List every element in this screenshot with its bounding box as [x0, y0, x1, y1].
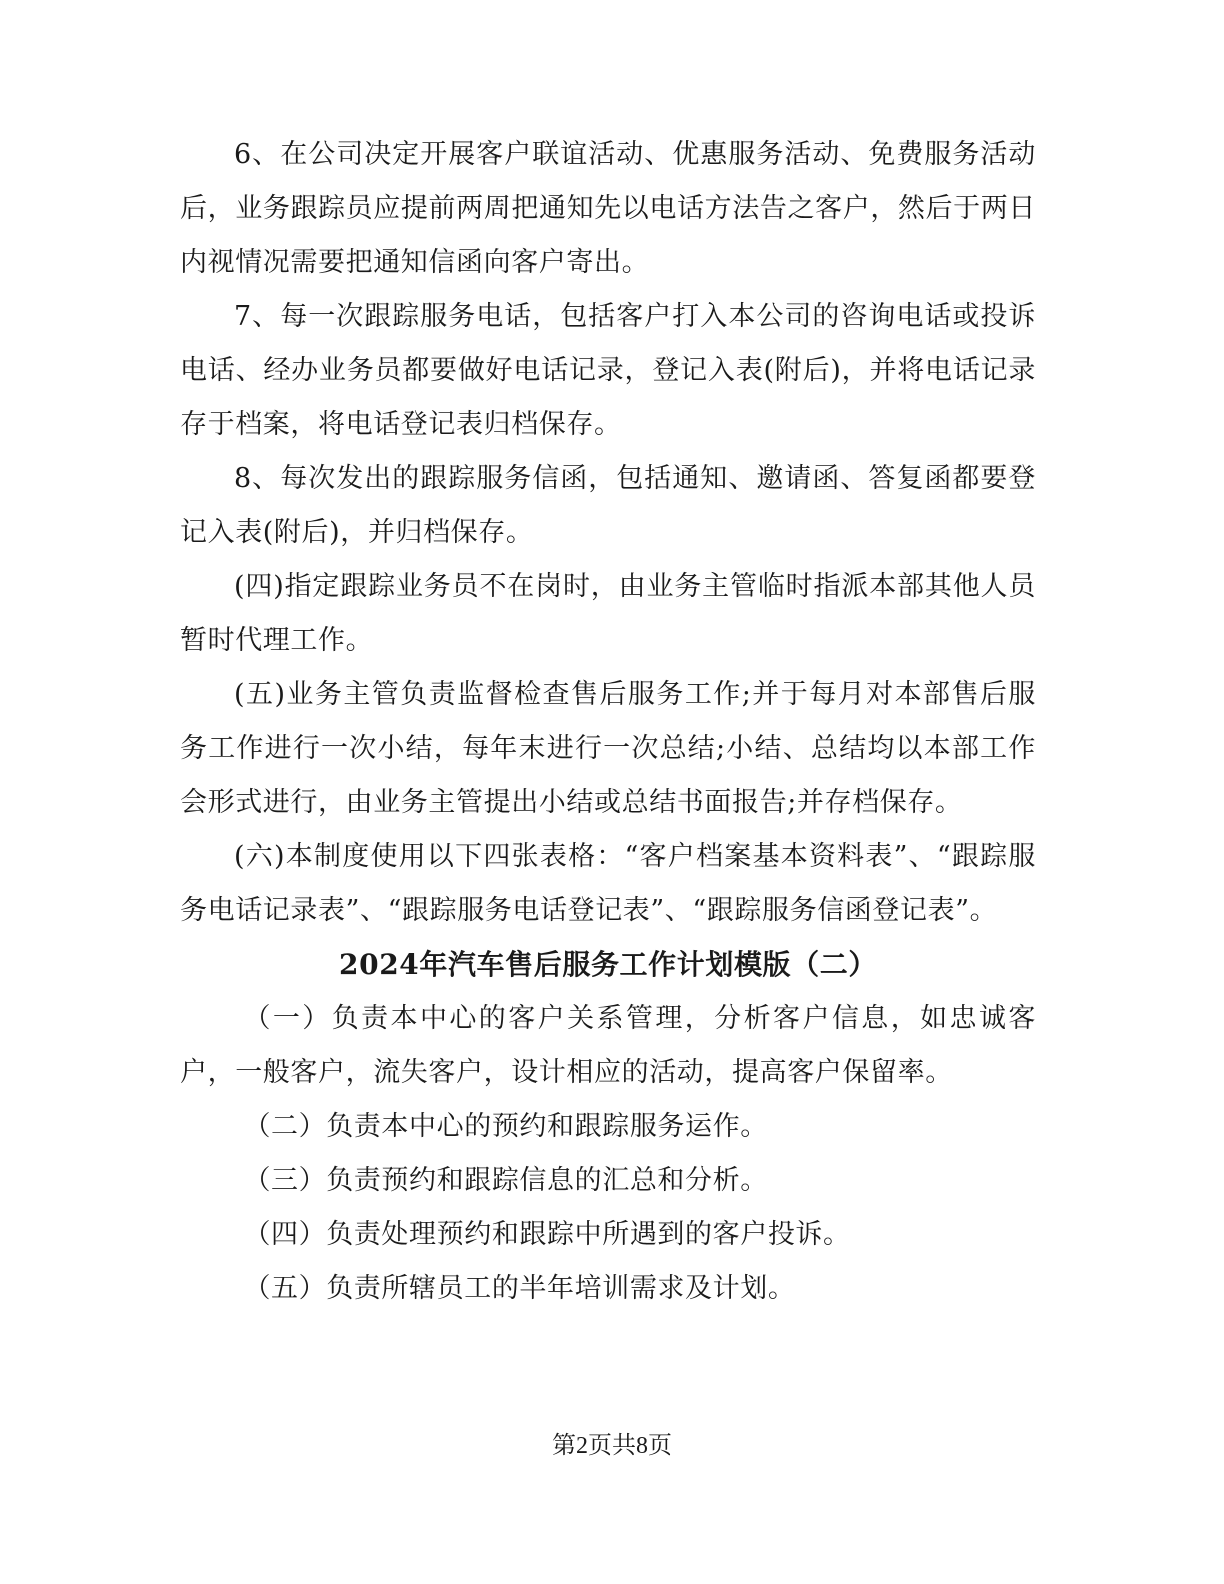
- duty-item-3: （三）负责预约和跟踪信息的汇总和分析。: [243, 1165, 768, 1196]
- document-body: [180, 128, 1036, 1316]
- paragraph-item-8: 8、每次发出的跟踪服务信函，包括通知、邀请函、答复函都要登记入表(附后)，并归档保存。: [180, 463, 1036, 548]
- paragraph-section-5: (五)业务主管负责监督检查售后服务工作;并于每月对本部售后服务工作进行一次小结，每年末进行一次总结;小结、总结均以本部工作会形式进行，由业务主管提出小结或总结书面报告;并存档保存。: [180, 679, 1036, 818]
- paragraph-section-4: (四)指定跟踪业务员不在岗时，由业务主管临时指派本部其他人员暂时代理工作。: [180, 571, 1036, 656]
- duty-item-4: （四）负责处理预约和跟踪中所遇到的客户投诉。: [243, 1219, 851, 1250]
- duty-item-2: （二）负责本中心的预约和跟踪服务运作。: [243, 1111, 768, 1142]
- page-number-footer: 第2页共8页: [552, 1433, 672, 1459]
- duty-item-1: （一）负责本中心的客户关系管理，分析客户信息，如忠诚客户，一般客户，流失客户，设计相应的活动，提高客户保留率。: [180, 1003, 1036, 1088]
- duty-item-5: （五）负责所辖员工的半年培训需求及计划。: [243, 1273, 796, 1304]
- section-title: 2024年汽车售后服务工作计划模版（二）: [339, 948, 877, 981]
- paragraph-section-6: (六)本制度使用以下四张表格：“客户档案基本资料表”、“跟踪服务电话记录表”、“跟踪服务电话登记表”、“跟踪服务信函登记表”。: [180, 841, 1036, 926]
- paragraph-item-7: 7、每一次跟踪服务电话，包括客户打入本公司的咨询电话或投诉电话、经办业务员都要做好电话记录，登记入表(附后)，并将电话记录存于档案，将电话登记表归档保存。: [180, 301, 1036, 440]
- paragraph-item-6: 6、在公司决定开展客户联谊活动、优惠服务活动、免费服务活动后，业务跟踪员应提前两周把通知先以电话方法告之客户，然后于两日内视情况需要把通知信函向客户寄出。: [180, 139, 1036, 278]
